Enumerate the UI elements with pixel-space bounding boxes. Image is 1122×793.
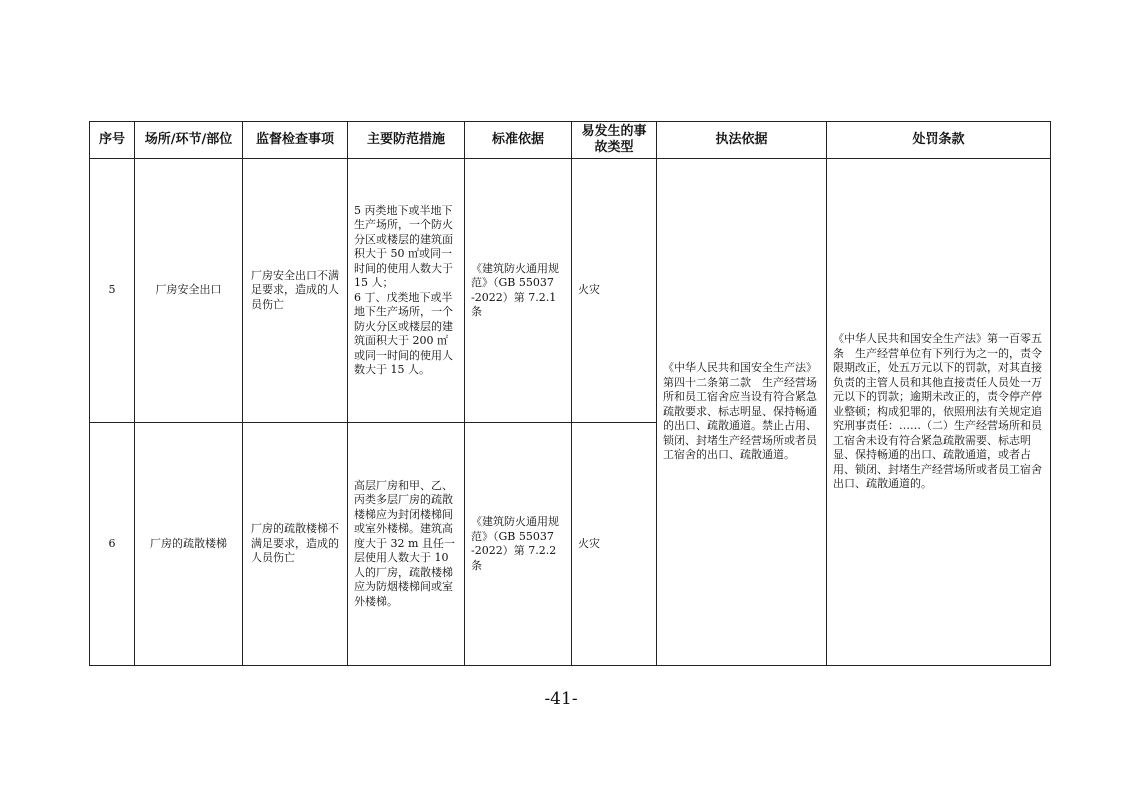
header-accident: 易发生的事故类型: [572, 122, 657, 159]
row-measures: 5 丙类地下或半地下生产场所，一个防火分区或楼层的建筑面积大于 50 ㎡或同一时间的使用人数大于 15 人； 6 丁、戊类地下或半地下生产场所，一个防火分区或楼层的建筑面积大于 200 ㎡或同一时间的使用人数大于 15 人。: [348, 159, 465, 423]
row-number: 6: [90, 423, 135, 666]
penalty-clause: 《中华人民共和国安全生产法》第一百零五条 生产经营单位有下列行为之一的，责令限期改正，处五万元以下的罚款，对其直接负责的主管人员和其他直接责任人员处一万元以下的罚款；逾期未改正的，责令停产停业整顿；构成犯罪的，依照刑法有关规定追究刑事责任：……（二）生产经营场所和员工宿舍未设有符合紧急疏散需要、标志明显、保持畅通的出口、疏散通道，或者占用、锁闭、封堵生产经营场所或者员工宿舍出口、疏散通道的。: [827, 159, 1051, 666]
row-accident: 火灾: [572, 159, 657, 423]
row-accident: 火灾: [572, 423, 657, 666]
row-standard: 《建筑防火通用规范》（GB 55037 -2022）第 7.2.1 条: [465, 159, 572, 423]
header-item: 监督检查事项: [243, 122, 348, 159]
law-basis: 《中华人民共和国安全生产法》第四十二条第二款 生产经营场所和员工宿舍应当设有符合紧急疏散要求、标志明显、保持畅通的出口、疏散通道。禁止占用、锁闭、封堵生产经营场所或者员工宿舍的出口、疏散通道。: [657, 159, 827, 666]
table-header-row: [90, 122, 1051, 159]
header-measures: 主要防范措施: [348, 122, 465, 159]
row-item: 厂房安全出口不满足要求，造成的人员伤亡: [243, 159, 348, 423]
page-number: -41-: [544, 689, 578, 709]
table-row: [90, 159, 1051, 423]
header-no: 序号: [90, 122, 135, 159]
regulation-table: [89, 121, 1051, 666]
row-number: 5: [90, 159, 135, 423]
header-standard: 标准依据: [465, 122, 572, 159]
header-penalty: 处罚条款: [827, 122, 1051, 159]
row-measures: 高层厂房和甲、乙、丙类多层厂房的疏散楼梯应为封闭楼梯间或室外楼梯。建筑高度大于 32 m 且任一层使用人数大于 10 人的厂房，疏散楼梯应为防烟楼梯间或室外楼梯。: [348, 423, 465, 666]
row-item: 厂房的疏散楼梯不满足要求，造成的人员伤亡: [243, 423, 348, 666]
header-law: 执法依据: [657, 122, 827, 159]
header-place: 场所/环节/部位: [135, 122, 243, 159]
row-place: 厂房的疏散楼梯: [135, 423, 243, 666]
row-place: 厂房安全出口: [135, 159, 243, 423]
row-standard: 《建筑防火通用规范》（GB 55037 -2022）第 7.2.2 条: [465, 423, 572, 666]
